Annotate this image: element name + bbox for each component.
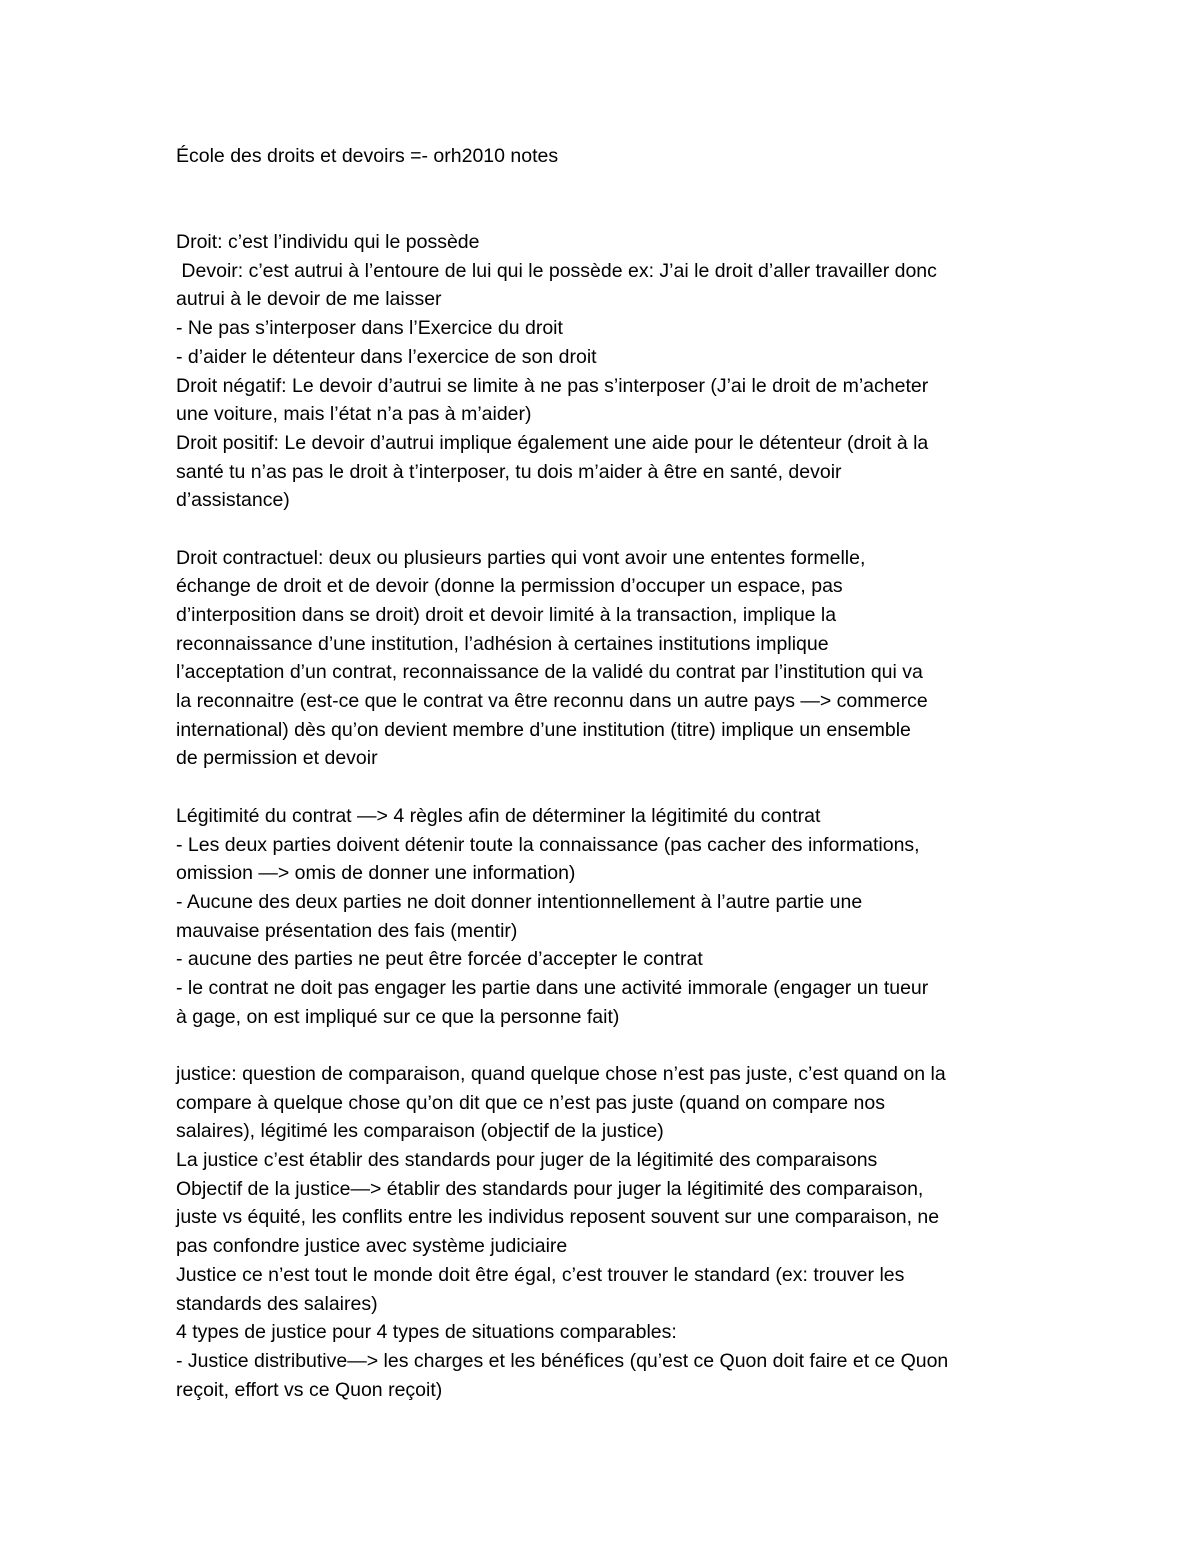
paragraph-gap [176,773,1046,802]
text-line: standards des salaires) [176,1292,378,1315]
text-line: Devoir: c’est autrui à l’entoure de lui qui le possède ex: J’ai le droit d’aller travailler donc [176,259,937,282]
text-line: - le contrat ne doit pas engager les partie dans une activité immorale (engager un tueur [176,976,929,999]
text-line: salaires), légitimé les comparaison (objectif de la justice) [176,1120,664,1143]
text-line: - d’aider le détenteur dans l’exercice de son droit [176,345,597,368]
text-line: pas confondre justice avec système judiciaire [176,1235,568,1258]
document-body [176,142,1046,1404]
text-line: - Les deux parties doivent détenir toute la connaissance (pas cacher des informations, [176,833,920,856]
text-line: - Justice distributive—> les charges et les bénéfices (qu’est ce Quon doit faire et ce Quon [176,1349,949,1372]
text-line: reconnaissance d’une institution, l’adhésion à certaines institutions implique [176,632,829,655]
paragraph-contract-legitimacy [176,802,1046,1032]
text-line: juste vs équité, les conflits entre les individus reposent souvent sur une comparaison, ne [176,1206,940,1229]
text-line: compare à quelque chose qu’on dit que ce n’est pas juste (quand on compare nos [176,1091,885,1114]
text-line: échange de droit et de devoir (donne la permission d’occuper un espace, pas [176,575,843,598]
text-line: la reconnaitre (est-ce que le contrat va être reconnu dans un autre pays —> commerce [176,690,928,713]
text-line: - Ne pas s’interposer dans l’Exercice du droit [176,317,563,340]
text-line: l’acceptation d’un contrat, reconnaissance de la validé du contrat par l’institution qui va [176,661,923,684]
text-line: Justice ce n’est tout le monde doit être égal, c’est trouver le standard (ex: trouver les [176,1263,905,1286]
text-line: d’interposition dans se droit) droit et devoir limité à la transaction, implique la [176,604,837,627]
text-line: justice: question de comparaison, quand quelque chose n’est pas juste, c’est quand on la [176,1063,946,1086]
paragraph-justice [176,1060,1046,1404]
text-line: Droit positif: Le devoir d’autrui implique également une aide pour le détenteur (droit à la [176,431,929,454]
text-line: une voiture, mais l’état n’a pas à m’aider) [176,403,532,426]
text-line: Légitimité du contrat —> 4 règles afin de déterminer la légitimité du contrat [176,804,821,827]
text-line: reçoit, effort vs ce Quon reçoit) [176,1378,443,1401]
text-line: La justice c’est établir des standards pour juger de la légitimité des comparaisons [176,1149,878,1172]
text-line: d’assistance) [176,489,290,512]
text-line: santé tu n’as pas le droit à t’interposer, tu dois m’aider à être en santé, devoir [176,460,842,483]
text-line: mauvaise présentation des fais (mentir) [176,919,518,942]
text-line: omission —> omis de donner une information) [176,862,576,885]
document-title: École des droits et devoirs =- orh2010 notes [176,145,559,167]
paragraph-gap [176,515,1046,544]
paragraph-gap [176,1031,1046,1060]
text-line: Objectif de la justice—> établir des standards pour juger la légitimité des comparaison, [176,1177,924,1200]
text-line: - Aucune des deux parties ne doit donner intentionnellement à l’autre partie une [176,890,863,913]
text-line: autrui à le devoir de me laisser [176,288,442,311]
text-line: Droit contractuel: deux ou plusieurs parties qui vont avoir une ententes formelle, [176,546,866,569]
paragraph-contractual-right [176,544,1046,774]
text-line: - aucune des parties ne peut être forcée d’accepter le contrat [176,948,703,971]
text-line: de permission et devoir [176,747,378,770]
text-line: 4 types de justice pour 4 types de situations comparables: [176,1321,677,1344]
text-line: Droit négatif: Le devoir d’autrui se limite à ne pas s’interposer (J’ai le droit de m’acheter [176,374,929,397]
paragraph-rights-duties [176,228,1046,515]
text-line: Droit: c’est l’individu qui le possède [176,231,480,254]
text-line: à gage, on est impliqué sur ce que la personne fait) [176,1005,620,1028]
text-line: international) dès qu’on devient membre d’une institution (titre) implique un ensemble [176,718,911,741]
